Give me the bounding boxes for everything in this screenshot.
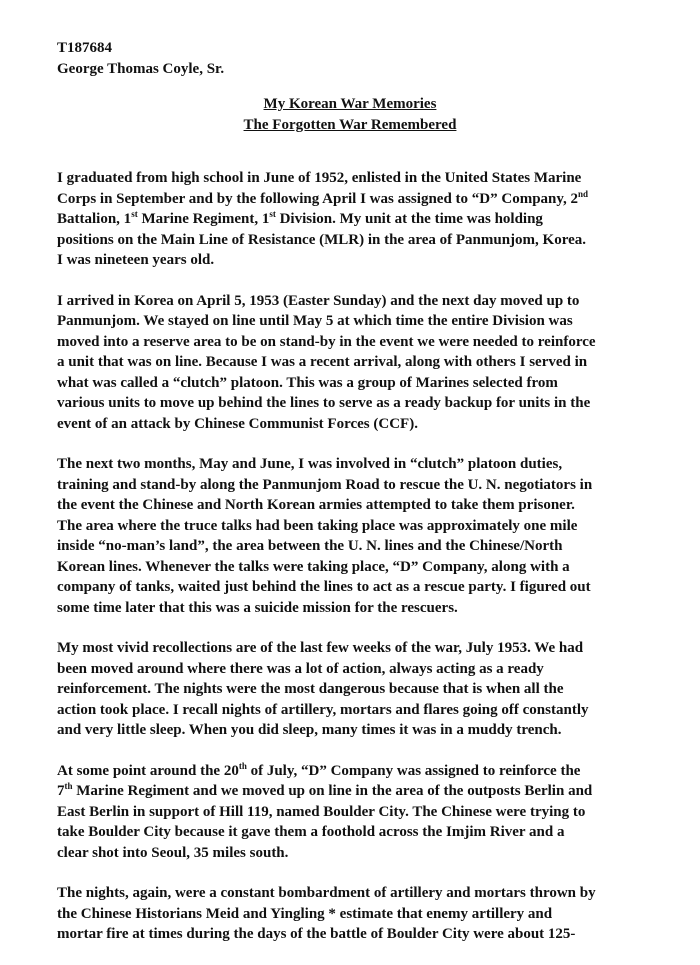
text-line — [57, 209, 647, 230]
text-line — [57, 577, 647, 598]
text-segment: At some point around the 20 — [57, 762, 239, 779]
text-segment: event of an attack by Chinese Communist Forces (CCF). — [57, 415, 418, 432]
title-block — [0, 94, 700, 136]
text-segment: what was called a “clutch” platoon. This was a group of Marines selected from — [57, 374, 558, 391]
text-segment: Corps in September and by the following April I was assigned to “D” Company, 2 — [57, 190, 579, 207]
paragraph — [57, 761, 647, 864]
text-segment: Marine Regiment, 1 — [137, 211, 270, 227]
text-line — [57, 373, 647, 394]
text-line — [57, 454, 647, 475]
text-segment: 7 — [57, 783, 65, 799]
text-line — [57, 536, 647, 557]
author-name: George Thomas Coyle, Sr. — [57, 61, 225, 77]
text-segment: company of tanks, waited just behind the lines to act as a rescue party. I figured out — [57, 579, 591, 595]
text-segment: Battalion, 1 — [57, 211, 132, 227]
ordinal-superscript: st — [269, 209, 276, 219]
text-segment: reinforcement. The nights were the most dangerous because that is when all the — [57, 681, 564, 697]
text-line — [57, 924, 647, 945]
text-segment: Division. My unit at the time was holding — [275, 211, 543, 227]
text-line — [57, 189, 647, 210]
ordinal-superscript: th — [238, 760, 247, 771]
text-segment: Marine Regiment and we moved up on line in the area of the outposts Berlin and — [72, 783, 593, 799]
text-segment: various units to move up behind the lines to serve as a ready backup for units in the — [57, 395, 591, 411]
text-line — [57, 291, 647, 312]
text-line — [57, 332, 647, 353]
text-line — [57, 659, 647, 680]
document-id: T187684 — [57, 40, 113, 56]
text-line — [57, 822, 647, 843]
text-segment: The nights, again, were a constant bombardment of artillery and mortars thrown by — [57, 885, 596, 901]
text-segment: The next two months, May and June, I was involved in “clutch” platoon duties, — [57, 456, 563, 472]
text-line — [57, 843, 647, 864]
document-subtitle: The Forgotten War Remembered — [243, 117, 457, 133]
text-line — [57, 700, 647, 721]
text-segment: East Berlin in support of Hill 119, named Boulder City. The Chinese were trying to — [57, 803, 586, 820]
text-segment: positions on the Main Line of Resistance (MLR) in the area of Panmunjom, Korea. — [57, 231, 587, 248]
text-line — [57, 230, 647, 251]
text-line — [57, 475, 647, 496]
text-line — [57, 557, 647, 578]
text-line — [57, 352, 647, 373]
text-line — [57, 802, 647, 823]
text-line — [57, 761, 647, 782]
text-segment: Korean lines. Whenever the talks were taking place, “D” Company, along with a — [57, 558, 570, 575]
document-body — [57, 168, 647, 965]
text-line — [57, 883, 647, 904]
text-line — [57, 311, 647, 332]
text-segment: action took place. I recall nights of artillery, mortars and flares going off constantly — [57, 701, 589, 718]
text-segment: I graduated from high school in June of 1952, enlisted in the United States Marine — [57, 170, 582, 186]
text-line — [57, 679, 647, 700]
text-segment: moved into a reserve area to be on stand-by in the event we were needed to reinforce — [57, 333, 596, 350]
text-segment: mortar fire at times during the days of the battle of Boulder City were about 125- — [57, 926, 576, 942]
document-header — [57, 38, 224, 80]
text-segment: inside “no-man’s land”, the area between the U. N. lines and the Chinese/North — [57, 538, 563, 554]
text-segment: clear shot into Seoul, 35 miles south. — [57, 844, 289, 861]
document-title: My Korean War Memories — [263, 96, 437, 112]
text-line — [57, 904, 647, 925]
text-segment: My most vivid recollections are of the last few weeks of the war, July 1953. We had — [57, 640, 584, 656]
ordinal-superscript: th — [64, 781, 73, 791]
text-segment: the event the Chinese and North Korean armies attempted to take them prisoner. — [57, 497, 575, 513]
paragraph — [57, 291, 647, 435]
text-segment: I arrived in Korea on April 5, 1953 (Easter Sunday) and the next day moved up to — [57, 292, 580, 309]
text-line — [57, 598, 647, 619]
text-line — [57, 168, 647, 189]
text-line — [57, 781, 647, 802]
text-line — [57, 638, 647, 659]
paragraph — [57, 454, 647, 618]
text-segment: The area where the truce talks had been taking place was approximately one mile — [57, 517, 578, 534]
text-line — [57, 516, 647, 537]
text-segment: take Boulder City because it gave them a foothold across the Imjim River and a — [57, 824, 565, 840]
paragraph — [57, 168, 647, 271]
text-segment: a unit that was on line. Because I was a recent arrival, along with others I served in — [57, 354, 588, 370]
text-line — [57, 393, 647, 414]
paragraph — [57, 638, 647, 741]
text-segment: the Chinese Historians Meid and Yingling * estimate that enemy artillery and — [57, 905, 553, 922]
text-line — [57, 414, 647, 435]
ordinal-superscript: nd — [578, 188, 589, 199]
text-segment: I was nineteen years old. — [57, 252, 215, 268]
text-line — [57, 720, 647, 741]
paragraph — [57, 883, 647, 945]
text-segment: been moved around where there was a lot of action, always acting as a ready — [57, 660, 544, 677]
text-segment: training and stand-by along the Panmunjom Road to rescue the U. N. negotiators in — [57, 476, 593, 493]
text-segment: of July, “D” Company was assigned to reinforce the — [246, 762, 581, 779]
ordinal-superscript: st — [131, 209, 138, 219]
text-line — [57, 250, 647, 271]
text-line — [57, 495, 647, 516]
text-segment: and very little sleep. When you did sleep, many times it was in a muddy trench. — [57, 722, 562, 738]
text-segment: some time later that this was a suicide mission for the rescuers. — [57, 599, 458, 616]
text-segment: Panmunjom. We stayed on line until May 5 at which time the entire Division was — [57, 313, 573, 329]
